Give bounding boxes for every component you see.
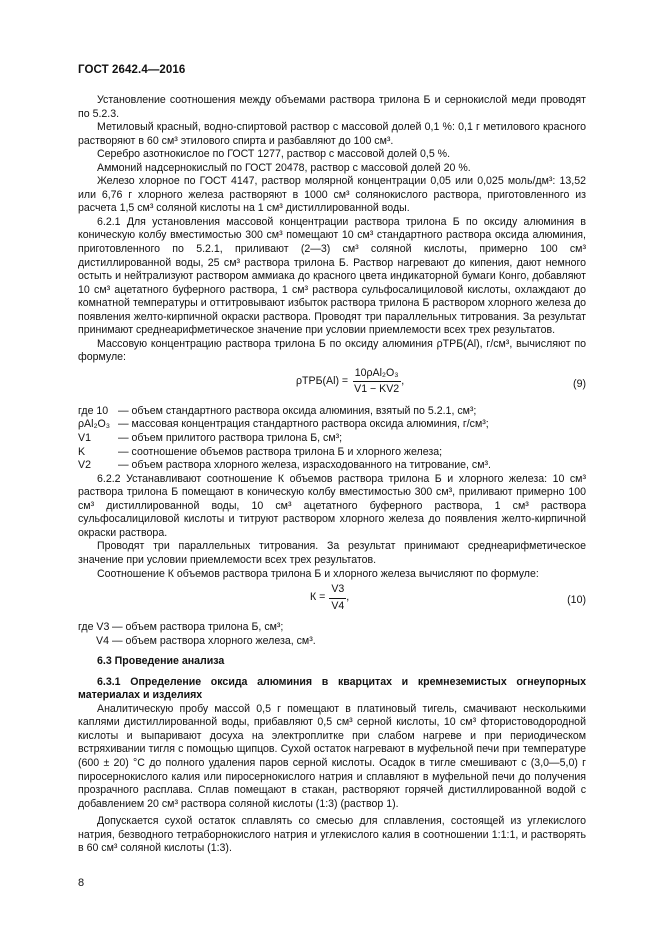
- definition-row: [78, 432, 586, 446]
- paragraph: Установление соотношения между объемами раствора трилона Б и сернокислой меди проводят по 5.2.3.: [78, 94, 586, 120]
- formula-tail: ,: [346, 591, 350, 604]
- subsection-heading: 6.3.1 Определение оксида алюминия в кварцитах и кремнеземистых огнеупорных материалах и изделиях: [78, 675, 586, 702]
- paragraph: Проводят три параллельных титрования. За результат принимают среднеарифметическое значение при условии приемлемости всех трех результатов.: [78, 540, 586, 566]
- definition-text: — объем раствора хлорного железа, см³.: [112, 634, 316, 647]
- definition-text: — объем прилитого раствора трилона Б, см³;: [118, 432, 343, 445]
- definitions-list: [78, 405, 586, 473]
- definition-symbol: K: [78, 445, 86, 458]
- paragraph: Массовую концентрацию раствора трилона Б по оксиду алюминия ρТРБ(Al), г/см³, вычисляют по формуле:: [78, 337, 586, 364]
- definition-row: [78, 621, 586, 635]
- definition-symbol: где V3: [78, 621, 110, 634]
- definition-symbol: где 10: [78, 404, 109, 417]
- formula-numerator: V3: [329, 583, 346, 599]
- paragraph: Аммоний надсернокислый по ГОСТ 20478, раствор с массовой долей 20 %.: [97, 161, 471, 174]
- formula-fraction: [352, 367, 401, 397]
- definition-symbol: V2: [78, 459, 91, 472]
- formula-tail: ,: [401, 375, 405, 388]
- definition-row: [78, 635, 586, 649]
- formula-9: [78, 365, 586, 405]
- paragraph: Соотношение К объемов раствора трилона Б и хлорного железа вычисляют по формуле:: [97, 567, 539, 580]
- page-number: 8: [78, 877, 85, 889]
- formula-lhs: К =: [310, 591, 326, 604]
- formula-number: (10): [567, 594, 586, 607]
- formula-numerator: 10ρAl₂O₃: [353, 367, 401, 383]
- definition-row: [78, 405, 586, 419]
- definition-text: — соотношение объемов раствора трилона Б и хлорного железа;: [118, 445, 443, 458]
- paragraph: Допускается сухой остаток сплавлять со смесью для сплавления, состоящей из углекислого натрия, безводного тетраборнокислого натрия и углекислого калия в соотношении 1:1:1, и растворять в 60 см³ соляной кислоты (1:3).: [78, 815, 586, 855]
- paragraph: Аналитическую пробу массой 0,5 г помещают в платиновый тигель, смачивают несколькими каплями дистиллированной воды, прибавляют 0,5 см³ серной кислоты, 10 см³ фтористоводородной кислоты и выпаривают досуха на электроплитке при слабом нагреве и при периодическом встряхивании тигля с помощью щипцов. Сухой остаток нагревают в муфельной печи при температуре (600 ± 20) °С до полного удаления паров серной кислоты. Осадок в тигле смешивают с (3,0—5,0) г пиросернокислого калия или пиросернокислого натрия и сплавляют в муфельной печи до получения прозрачного расплава. Сплав помещают в стакан, растворяют горячей дистиллированной водой с добавлением 20 см³ раствора соляной кислоты (1:3) (раствор 1).: [78, 702, 586, 810]
- formula-10: [78, 581, 586, 621]
- definitions-list: [78, 621, 586, 648]
- spacer: [78, 648, 586, 655]
- paragraph: Серебро азотнокислое по ГОСТ 1277, раствор с массовой долей 0,5 %.: [97, 148, 451, 161]
- definition-symbol: V4: [96, 634, 109, 647]
- page-content: [78, 94, 586, 856]
- section-heading: 6.3 Проведение анализа: [97, 655, 225, 668]
- definition-text: — объем раствора хлорного железа, израсходованного на титрование, см³.: [118, 459, 491, 472]
- formula-denominator: V4: [331, 599, 345, 612]
- paragraph: 6.2.2 Устанавливают соотношение К объемов раствора трилона Б и хлорного железа: 10 см³ раствора трилона Б помещают в коническую колбу вместимостью 300 см³, приливают примерно 100 см³ дистиллированной воды, 10 см³ ацетатного буферного раствора, 1 см³ раствора сульфосалициловой кислоты и титруют раствором хлорного железа до появления желто-кирпичной окраски раствора.: [78, 472, 586, 539]
- paragraph: Железо хлорное по ГОСТ 4147, раствор молярной концентрации 0,05 или 0,025 моль/дм³: 13,52 или 6,76 г хлорного железа растворяют в 1000 см³ солянокислого раствора, приготовленного из расчета 1,5 см³ соляной кислоты на 1 см³ дистиллированной воды.: [78, 175, 586, 215]
- paragraph: 6.2.1 Для установления массовой концентрации раствора трилона Б по оксиду алюминия в коническую колбу вместимостью 300 см³ помещают 10 см³ стандартного раствора оксида алюминия, приготовленного по 5.2.1, приливают (2—3) см³ соляной кислоты, примерно 100 см³ дистиллированной воды, 25 см³ раствора трилона Б. Раствор нагревают до кипения, дают немного остыть и нейтрализуют раствором аммиака до красного цвета индикаторной бумаги Конго, добавляют 10 см³ ацетатного буферного раствора, 1 см³ раствора сульфосалициловой кислоты, охлаждают до комнатной температуры и оттитровывают избыток раствора трилона Б раствором хлорного железа до появления желто-кирпичной окраски раствора. Проводят три параллельных титрования. За результат принимают среднеарифметическое значение при условии приемлемости всех трех результатов.: [78, 215, 586, 337]
- definition-symbol: ρAl₂O₃: [78, 418, 111, 431]
- definition-row: [78, 446, 586, 460]
- formula-number: (9): [573, 377, 586, 390]
- formula-denominator: V1 − KV2: [354, 383, 400, 396]
- definition-row: [78, 418, 586, 432]
- formula-lhs: ρТРБ(Al) =: [296, 375, 349, 388]
- spacer: [78, 669, 586, 676]
- definition-row: [78, 459, 586, 473]
- definition-text: — объем стандартного раствора оксида алюминия, взятый по 5.2.1, см³;: [118, 404, 477, 417]
- formula-fraction: [329, 583, 346, 613]
- paragraph: Метиловый красный, водно-спиртовой раствор с массовой долей 0,1 %: 0,1 г метилового красного растворяют в 60 см³ этилового спирта и разбавляют до 100 см³.: [78, 121, 586, 147]
- definition-text: — объем раствора трилона Б, см³;: [112, 621, 284, 634]
- definition-text: — массовая концентрация стандартного раствора оксида алюминия, г/см³;: [118, 418, 489, 431]
- document-header: ГОСТ 2642.4—2016: [78, 64, 186, 76]
- definition-symbol: V1: [78, 432, 91, 445]
